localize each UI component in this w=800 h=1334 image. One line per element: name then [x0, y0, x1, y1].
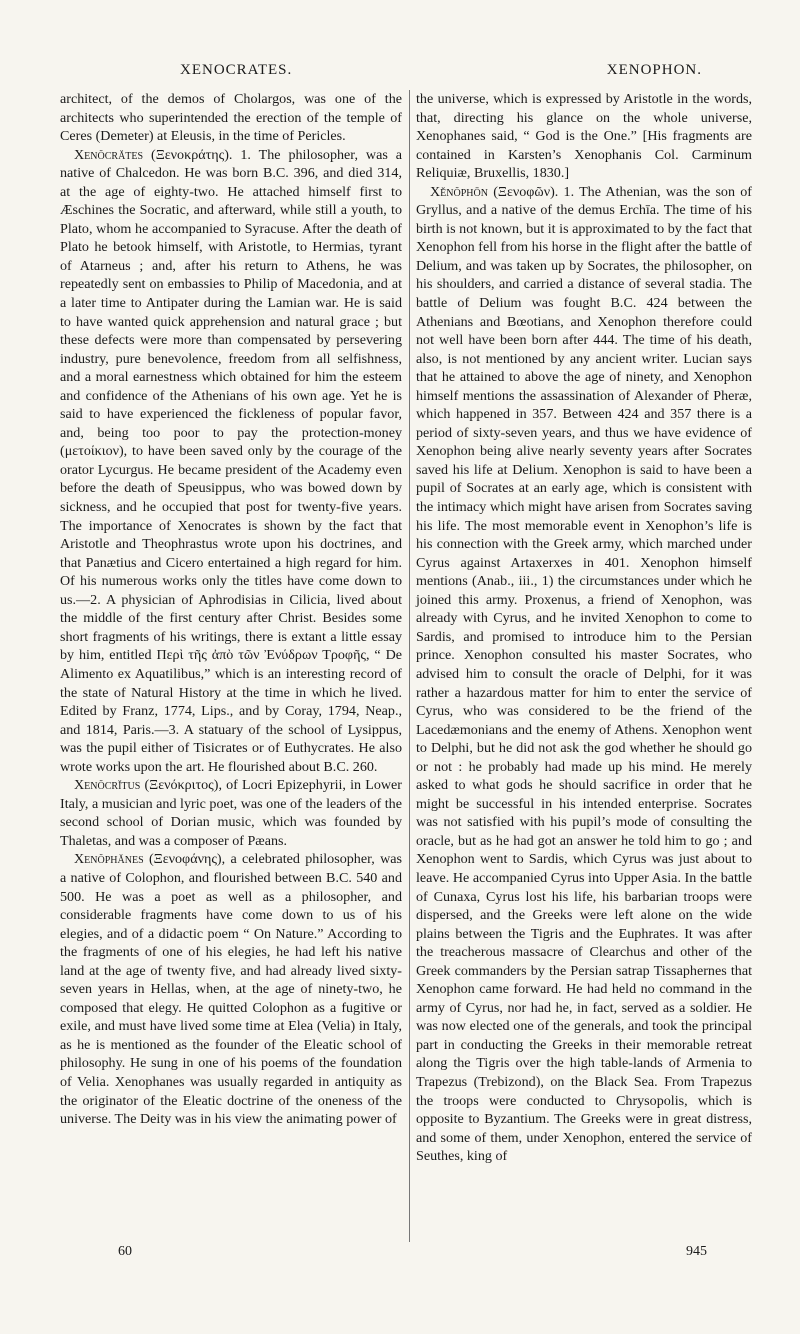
left-column: [60, 90, 402, 1129]
headword: Xenŏcrătes: [74, 146, 144, 163]
running-head-right: XENOPHON.: [606, 62, 702, 78]
entry-architect-continuation: architect, of the demos of Cholargos, was one of the architects who superintended the erection of the temple of Ceres (Demeter) at Eleusis, in the time of Pericles.: [60, 91, 402, 145]
headword: Xenŏphănes: [74, 851, 144, 868]
headword: Xĕnŏphōn: [430, 183, 488, 200]
entry-xenocritus: Xenŏcrĭtus (Ξενόκριτος), of Locri Epizephyrii, in Lower Italy, a musician and lyric poet, was one of the leaders of the second school of Dorian music, which was founded by Thaletas, and was a composer of Pæans.: [60, 777, 402, 849]
column-divider: [409, 90, 410, 1242]
entry-xenophanes: Xenŏphănes (Ξενοφάνης), a celebrated philosopher, was a native of Colophon, and flourished between B.C. 540 and 500. He was a poet as well as a philosopher, and considerable fragments have come down to us of his elegies, and of a didactic poem “ On Nature.” According to the fragments of one of his elegies, he had left his native land at the age of twenty five, and had already lived sixty-seven years in Hellas, when, at the age of ninety-two, he composed that elegy. He quitted Colophon as a fugitive or exile, and must have lived some time at Elea (Velia) in Italy, as he is mentioned as the founder of the Eleatic school of philosophy. He sung in one of his poems of the foundation of Velia. Xenophanes was usually regarded in antiquity as the originator of the Eleatic doctrine of the oneness of the universe. The Deity was in his view the animating power of: [60, 851, 402, 1128]
running-head: [60, 62, 750, 82]
entry-xenocrates: Xenŏcrătes (Ξενοκράτης). 1. The philosopher, was a native of Chalcedon. He was born B.C. 396, and died 314, at the age of eighty-two. He attached himself first to Æschines the Socratic, and afterward, while still a youth, to Plato, whom he accompanied to Syracuse. After the death of Plato he betook himself, with Aristotle, to Hermias, tyrant of Atarneus ; and, after his return to Athens, he was repeatedly sent on embassies to Philip of Macedonia, and at a later time to Antipater during the Lamian war. He is said to have wanted quick apprehension and natural grace ; but these defects were more than compensated by persevering industry, pure benevolence, freedom from all selfishness, and a moral earnestness which obtained for him the esteem and confidence of the Athenians of his own age. Yet he is said to have experienced the fickleness of popular favor, and, being too poor to pay the protection-money (μετοίκιον), to have been saved only by the courage of the orator Lycurgus. He became president of the Academy even before the death of Speusippus, who was bowed down by sickness, and he occupied that post for twenty-five years. The importance of Xenocrates is shown by the fact that Aristotle and Theophrastus wrote upon his doctrines, and that Panætius and Cicero entertained a high regard for him. Of his numerous works only the titles have come down to us.—2. A physician of Aphrodisias in Cilicia, lived about the middle of the first century after Christ. Besides some short fragments of his writings, there is extant a little essay by him, entitled Περὶ τῆς ἀπὸ τῶν Ἐνύδρων Τροφῆς, “ De Alimento ex Aquatilibus,” which is an interesting record of the state of Natural History at the time in which he lived. Edited by Franz, 1774, Lips., and by Coray, 1794, Neap., and 1814, Paris.—3. A statuary of the school of Lysippus, was the pupil either of Tisicrates or of Euthycrates. He also wrote works upon the art. He flourished about B.C. 260.: [60, 146, 402, 775]
entry-xenophon: Xĕnŏphōn (Ξενοφῶν). 1. The Athenian, was the son of Gryllus, and a native of the demus Erchīa. The time of his birth is not known, but it is approximated to by the fact that Xenophon fell from his horse in the flight after the battle of Delium, and was taken up by Socrates, the philosopher, on his shoulders, and carried a distance of several stadia. The battle of Delium was fought B.C. 424 between the Athenians and Bœotians, and Xenophon therefore could not well have been born after 444. The time of his death, also, is not mentioned by any ancient writer. Lucian says that he attained to above the age of ninety, and Xenophon himself mentions the assassination of Alexander of Pheræ, which happened in 357. Between 424 and 357 there is a period of sixty-seven years, and thus we have evidence of Xenophon being alive nearly seventy years after Socrates saved his life at Delium. Xenophon is said to have been a pupil of Socrates at an early age, which is consistent with the intimacy which might have arisen from Socrates saving his life. The most memorable event in Xenophon’s life is his connection with the Greek army, which marched under Cyrus against Artaxerxes in 401. Xenophon himself mentions (Anab., iii., 1) the circumstances under which he joined this army. Proxenus, a friend of Xenophon, was already with Cyrus, and he invited Xenophon to come to Sardis, and promised to introduce him to the Persian prince. Xenophon consulted his master Socrates, who advised him to consult the oracle of Delphi, for it was rather a hazardous matter for him to enter the service of Cyrus, who was considered to be the friend of the Lacedæmonians and the enemy of Athens. Xenophon went to Delphi, but he did not ask the god whether he should go or not : he probably had made up his mind. He merely asked to what gods he should sacrifice in order that he might be successful in his intended enterprise. Socrates was not satisfied with his pupil’s mode of consulting the oracle, but as he had got an answer he told him to go ; and Xenophon went to Sardis, which Cyrus was just about to leave. He accompanied Cyrus into Upper Asia. In the battle of Cunaxa, Cyrus lost his life, his barbarian troops were dispersed, and the Greeks were left alone on the wide plains between the Tigris and the Euphrates. It was after the treacherous massacre of Clearchus and other of the Greek commanders by the Persian satrap Tissaphernes that Xenophon came forward. He had held no command in the army of Cyrus, nor had he, in fact, served as a soldier. He was now elected one of the generals, and took the principal part in conducting the Greeks in their memorable retreat along the Tigris over the high table-lands of Armenia to Trapezus (Trebizond), on the Black Sea. From Trapezus the troops were conducted to Chrysopolis, which is opposite to Byzantium. The Greeks were in great distress, and some of them, under Xenophon, entered the service of Seuthes, king of: [416, 183, 752, 1165]
page-number-right: 945: [686, 1244, 707, 1259]
page-number-left: 60: [118, 1244, 132, 1259]
right-column: [416, 90, 752, 1166]
entry-xenophanes-continuation: the universe, which is expressed by Aristotle in the words, that, directing his glance on the whole universe, Xenophanes said, “ God is the One.” [His fragments are contained in Karsten’s Xenophanis Col. Carminum Reliquiæ, Bruxellis, 1830.]: [416, 91, 752, 182]
headword: Xenŏcrĭtus: [74, 777, 141, 794]
running-head-left: XENOCRATES.: [180, 62, 293, 78]
